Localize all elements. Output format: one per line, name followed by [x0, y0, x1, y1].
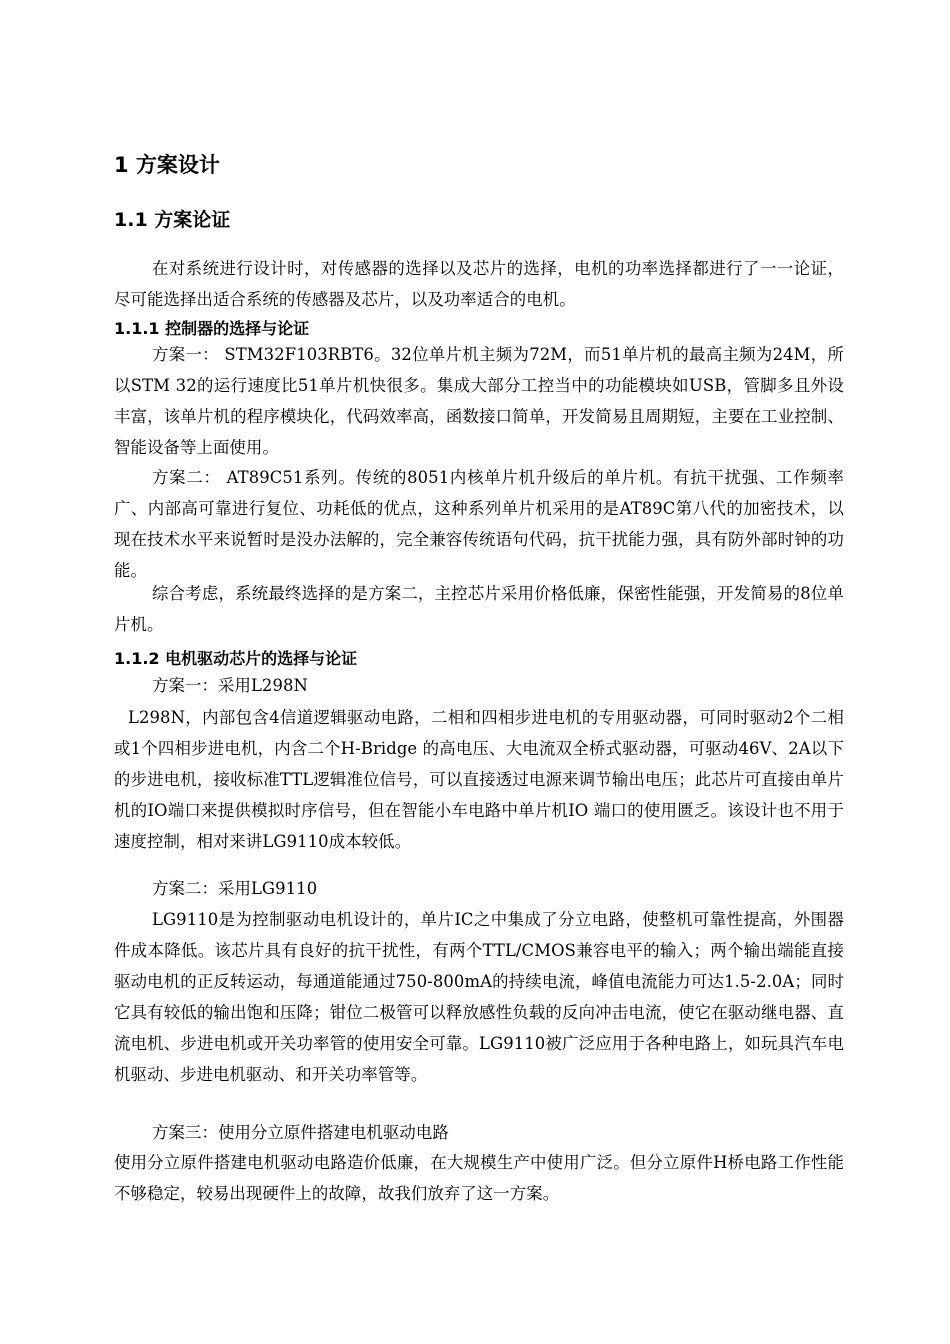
driver-option-1-body: L298N，内部包含4信道逻辑驱动电路，二相和四相步进电机的专用驱动器，可同时驱动2个二相或1个四相步进电机，内含二个H-Bridge 的高电压、大电流双全桥式驱动器，可驱动46V、2A以下的步进电机，接收标准TTL逻辑准位信号，可以直接透过电源来调节输出电压；此芯片可直接由单片机的IO端口来提供模拟时序信号，但在智能小车电路中单片机IO 端口的使用匮乏。该设计也不用于速度控制，相对来讲LG9110成本较低。 [114, 708, 844, 851]
subsection-heading-driver: 1.1.2 电机驱动芯片的选择与论证 [114, 649, 358, 668]
driver-option-1-title: 方案一：采用L298N [152, 676, 308, 695]
driver-option-3-body: 使用分立原件搭建电机驱动电路造价低廉，在大规模生产中使用广泛。但分立原件H桥电路工作性能不够稳定，较易出现硬件上的故障，故我们放弃了这一方案。 [114, 1153, 844, 1203]
section-heading: 1.1 方案论证 [114, 209, 231, 231]
controller-option-1: 方案一： STM32F103RBT6。32位单片机主频为72M，而51单片机的最高主频为24M，所以STM 32的运行速度比51单片机快很多。集成大部分工控当中的功能模块如USB，管脚多且外设丰富，该单片机的程序模块化，代码效率高，函数接口简单，开发简易且周期短，主要在工业控制、智能设备等上面使用。 [114, 345, 844, 457]
driver-option-2-title: 方案二：采用LG9110 [152, 879, 318, 898]
controller-option-2: 方案二： AT89C51系列。传统的8051内核单片机升级后的单片机。有抗干扰强、工作频率广、内部高可靠进行复位、功耗低的优点，这种系列单片机采用的是AT89C第八代的加密技术，以现在技术水平来说暂时是没办法解的，完全兼容传统语句代码，抗干扰能力强，具有防外部时钟的功能。 [114, 468, 844, 580]
subsection-heading-controller: 1.1.1 控制器的选择与论证 [114, 319, 310, 338]
driver-option-2-body: LG9110是为控制驱动电机设计的，单片IC之中集成了分立电路，使整机可靠性提高，外围器件成本降低。该芯片具有良好的抗干扰性，有两个TTL/CMOS兼容电平的输入；两个输出端能直接驱动电机的正反转运动，每通道能通过750-800mA的持续电流，峰值电流能力可达1.5-2.0A；同时它具有较低的输出饱和压降；钳位二极管可以释放感性负载的反向冲击电流，使它在驱动继电器、直流电机、步进电机或开关功率管的使用安全可靠。LG9110被广泛应用于各种电路上，如玩具汽车电机驱动、步进电机驱动、和开关功率管等。 [114, 910, 844, 1084]
chapter-heading: 1 方案设计 [114, 153, 220, 177]
controller-conclusion: 综合考虑，系统最终选择的是方案二，主控芯片采用价格低廉，保密性能强，开发简易的8位单片机。 [114, 584, 844, 634]
intro-paragraph: 在对系统进行设计时，对传感器的选择以及芯片的选择，电机的功率选择都进行了一一论证，尽可能选择出适合系统的传感器及芯片，以及功率适合的电机。 [114, 259, 844, 309]
driver-option-3-title: 方案三：使用分立原件搭建电机驱动电路 [152, 1123, 449, 1142]
